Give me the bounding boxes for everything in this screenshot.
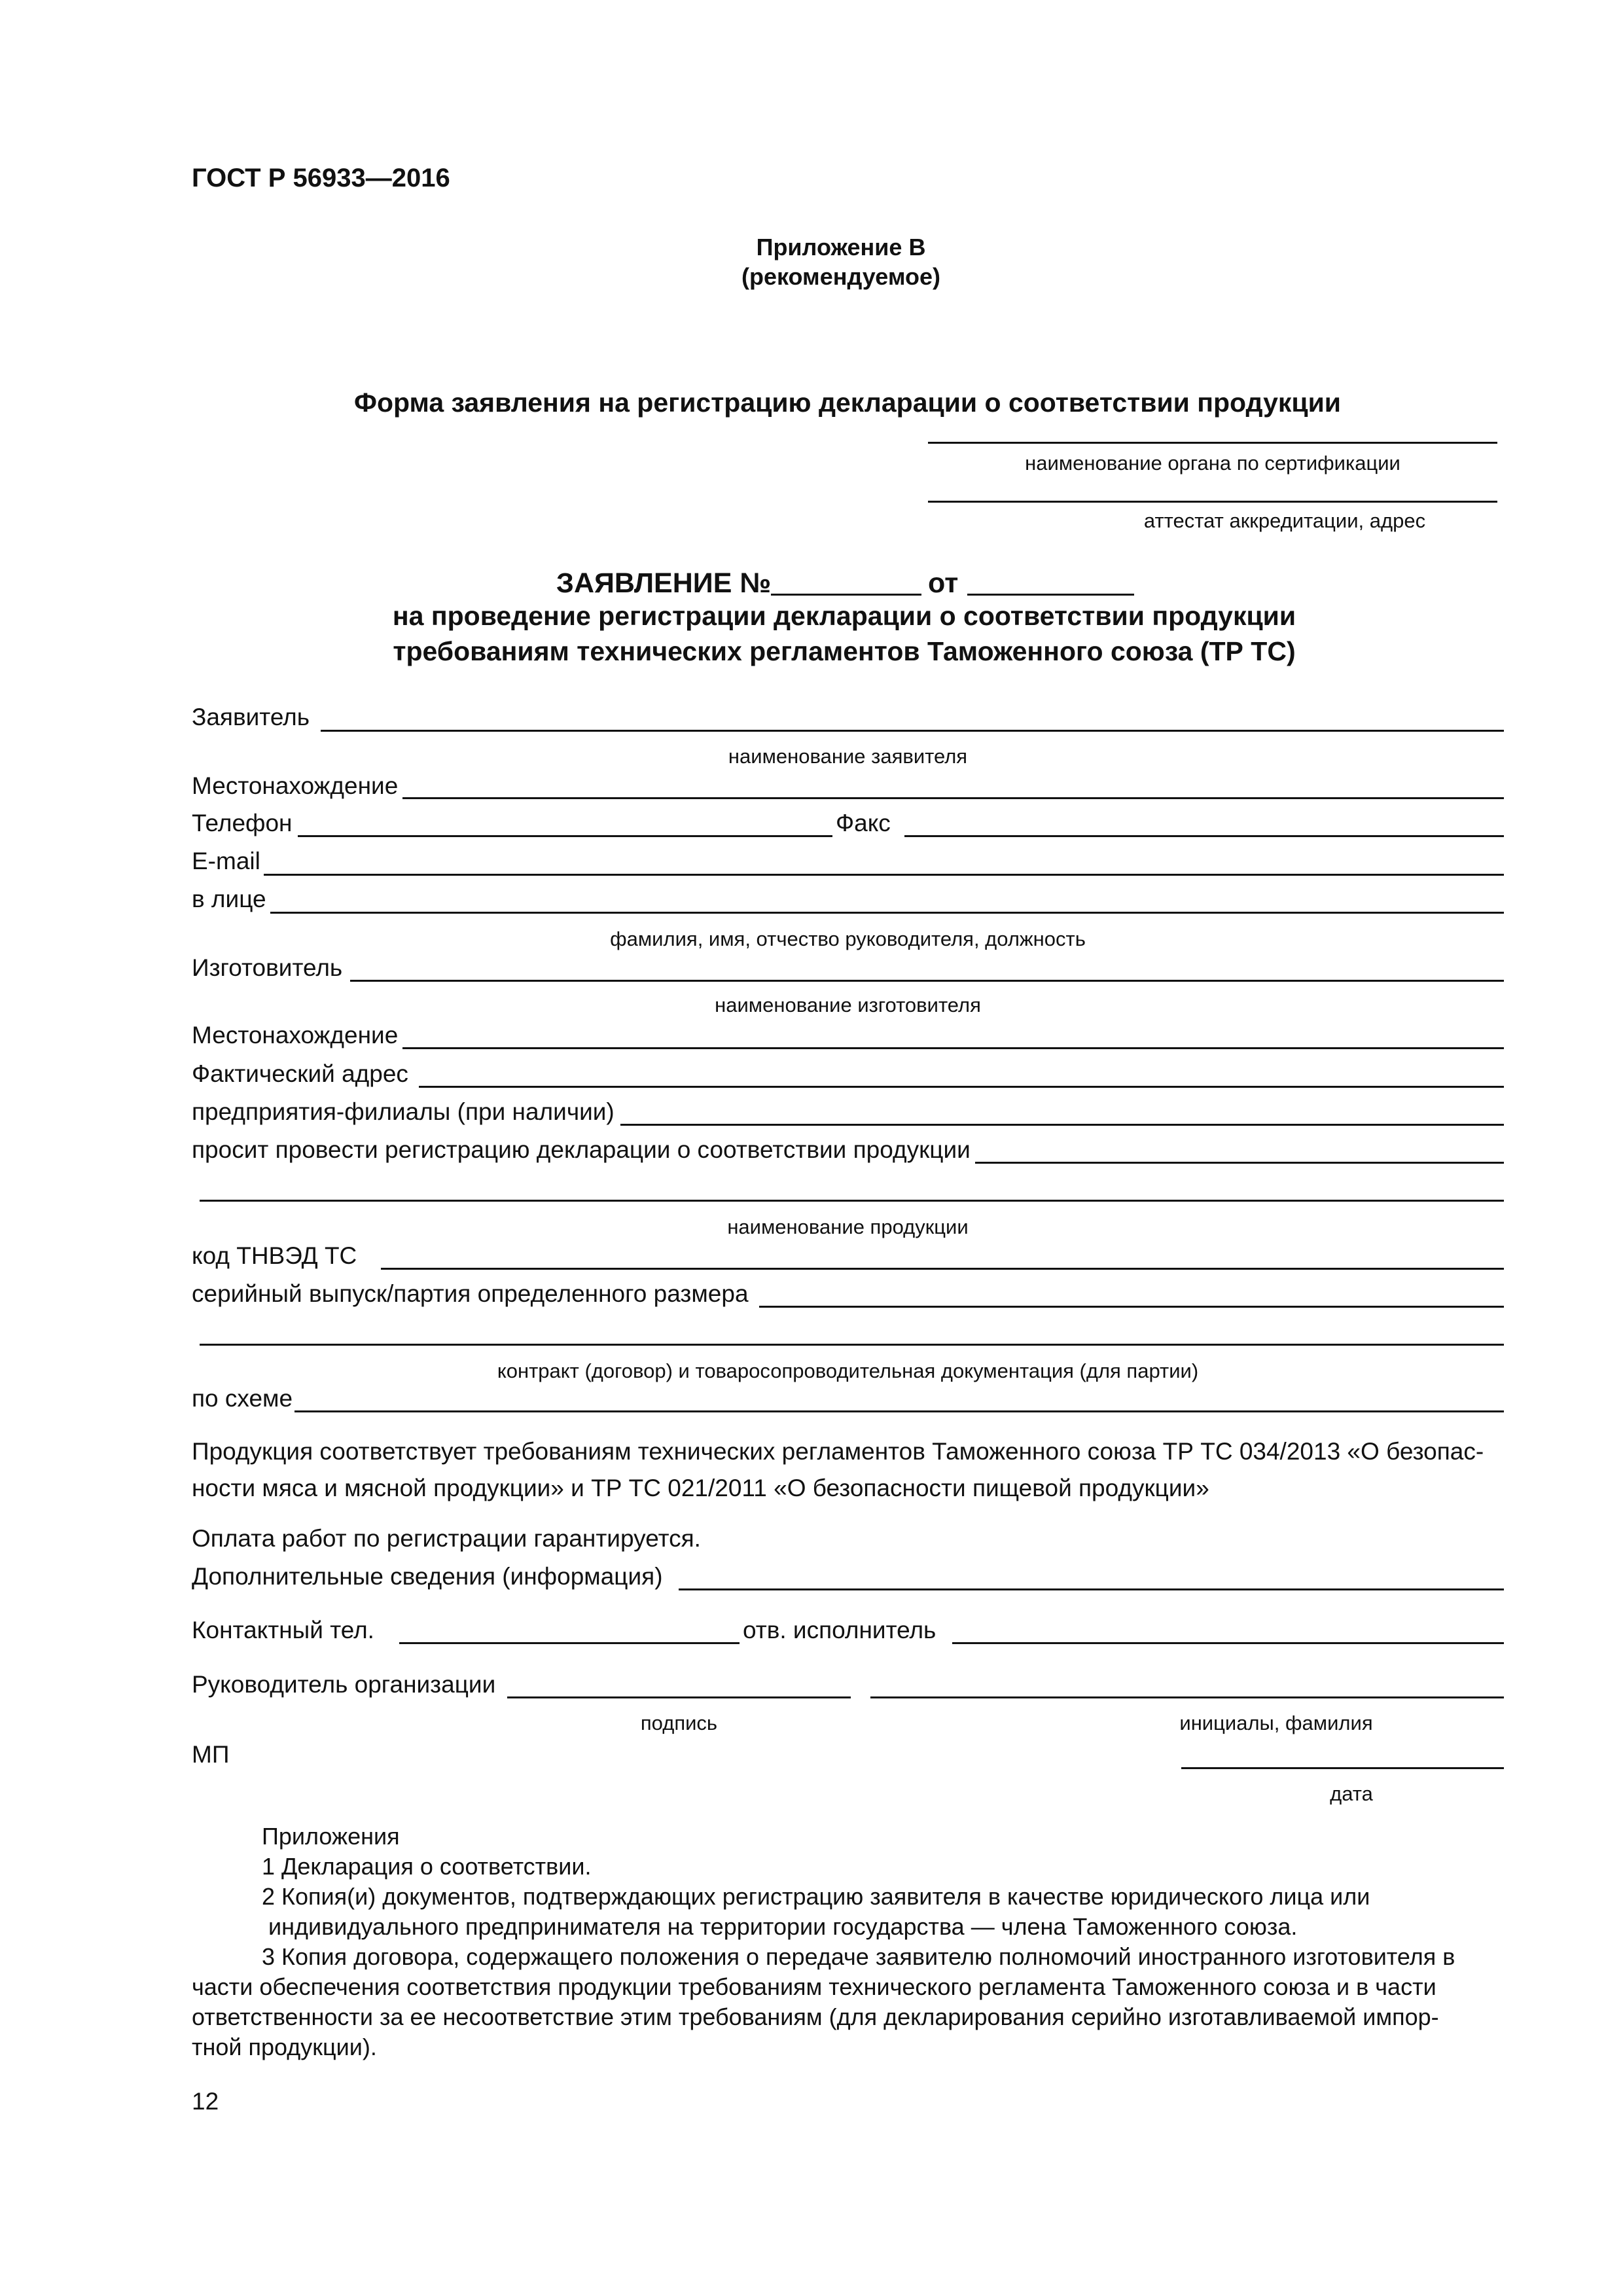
email-line[interactable] [264, 874, 1504, 876]
application-date-label: от [928, 567, 959, 599]
product-caption: наименование продукции [727, 1215, 969, 1238]
manufacturer-label: Изготовитель [192, 954, 343, 981]
application-subtitle-2: требованиям технических регламентов Таможенного союза (ТР ТС) [393, 636, 1296, 666]
branches-label: предприятия-филиалы (при наличии) [192, 1098, 615, 1125]
attachment-item-3b: части обеспечения соответствия продукции требованиям технического регламента Таможенного союза и в части [192, 1973, 1436, 2000]
attachments-title: Приложения [262, 1823, 400, 1850]
contact-phone-label: Контактный тел. [192, 1617, 374, 1643]
signature-caption: подпись [640, 1712, 718, 1734]
tnved-code-label: код ТНВЭД ТС [192, 1242, 357, 1269]
recipient-accreditation-line [928, 501, 1497, 503]
request-label: просит провести регистрацию декларации о соответствии продукции [192, 1136, 971, 1163]
represented-by-label: в лице [192, 886, 266, 912]
application-number-label: ЗАЯВЛЕНИЕ № [556, 567, 772, 599]
application-number-line [771, 594, 921, 596]
represented-by-line[interactable] [270, 912, 1504, 914]
attachment-item-2b: индивидуального предпринимателя на территории государства — члена Таможенного союза. [268, 1913, 1298, 1940]
location-line[interactable] [402, 797, 1504, 799]
stamp-label: МП [192, 1741, 230, 1768]
conformity-statement-line-1: Продукция соответствует требованиям технических регламентов Таможенного союза ТР ТС 034/2013 «О безопас- [192, 1438, 1484, 1465]
page-number: 12 [192, 2088, 219, 2115]
name-line[interactable] [870, 1696, 1504, 1698]
date-caption: дата [1330, 1782, 1373, 1805]
applicant-label: Заявитель [192, 704, 310, 730]
attachment-item-2a: 2 Копия(и) документов, подтверждающих регистрацию заявителя в качестве юридического лица или [262, 1883, 1370, 1910]
recipient-org-caption: наименование органа по сертификации [1025, 452, 1400, 475]
document-standard-header: ГОСТ Р 56933—2016 [192, 164, 450, 192]
tnved-code-line[interactable] [381, 1268, 1504, 1270]
conformity-statement [192, 1433, 1520, 1507]
actual-address-label: Фактический адрес [192, 1060, 408, 1087]
contact-phone-line[interactable] [399, 1642, 740, 1644]
phone-label: Телефон [192, 810, 293, 836]
request-line[interactable] [975, 1162, 1504, 1164]
additional-info-line[interactable] [679, 1588, 1504, 1590]
contract-line[interactable] [200, 1344, 1504, 1346]
form-title: Форма заявления на регистрацию декларации о соответствии продукции [353, 387, 1342, 418]
additional-info-label: Дополнительные сведения (информация) [192, 1563, 663, 1590]
responsible-line[interactable] [952, 1642, 1504, 1644]
email-label: E-mail [192, 848, 260, 874]
applicant-caption: наименование заявителя [728, 745, 968, 768]
fax-line[interactable] [904, 835, 1504, 837]
product-line[interactable] [200, 1200, 1504, 1202]
branches-line[interactable] [620, 1124, 1504, 1126]
location-label: Местонахождение [192, 772, 399, 799]
batch-line[interactable] [759, 1306, 1504, 1308]
attachment-item-3d: тной продукции). [192, 2034, 377, 2060]
actual-address-line[interactable] [419, 1086, 1504, 1088]
name-caption: инициалы, фамилия [1179, 1712, 1373, 1734]
attachment-item-3c: ответственности за ее несоответствие этим требованиям (для декларирования серийно изготавливаемой импор- [192, 2003, 1439, 2030]
batch-label: серийный выпуск/партия определенного размера [192, 1280, 749, 1307]
date-line[interactable] [1181, 1767, 1504, 1769]
applicant-line[interactable] [321, 730, 1504, 732]
represented-by-caption: фамилия, имя, отчество руководителя, должность [610, 927, 1086, 950]
responsible-label: отв. исполнитель [743, 1617, 936, 1643]
scheme-line[interactable] [294, 1410, 1504, 1412]
annex-title: Приложение В [756, 234, 926, 260]
annex-status: (рекомендуемое) [741, 263, 940, 290]
attachment-item-3a: 3 Копия договора, содержащего положения о передаче заявителю полномочий иностранного изготовителя в [262, 1943, 1455, 1970]
manufacturer-location-label: Местонахождение [192, 1022, 399, 1049]
manufacturer-caption: наименование изготовителя [715, 994, 981, 1016]
recipient-org-line [928, 442, 1497, 444]
payment-guarantee: Оплата работ по регистрации гарантируется. [192, 1525, 701, 1552]
attachment-item-1: 1 Декларация о соответствии. [262, 1853, 592, 1880]
phone-line[interactable] [298, 835, 832, 837]
manufacturer-line[interactable] [350, 980, 1504, 982]
conformity-statement-line-2: ности мяса и мясной продукции» и ТР ТС 021/2011 «О безопасности пищевой продукции» [192, 1475, 1209, 1501]
application-date-line [967, 594, 1134, 596]
fax-label: Факс [836, 810, 891, 836]
contract-caption: контракт (договор) и товаросопроводительная документация (для партии) [497, 1359, 1199, 1382]
recipient-accreditation-caption: аттестат аккредитации, адрес [1143, 509, 1426, 532]
application-subtitle-1: на проведение регистрации декларации о соответствии продукции [392, 601, 1296, 631]
scheme-label: по схеме [192, 1385, 293, 1412]
signature-line[interactable] [507, 1696, 851, 1698]
manufacturer-location-line[interactable] [402, 1047, 1504, 1049]
head-of-org-label: Руководитель организации [192, 1671, 496, 1698]
